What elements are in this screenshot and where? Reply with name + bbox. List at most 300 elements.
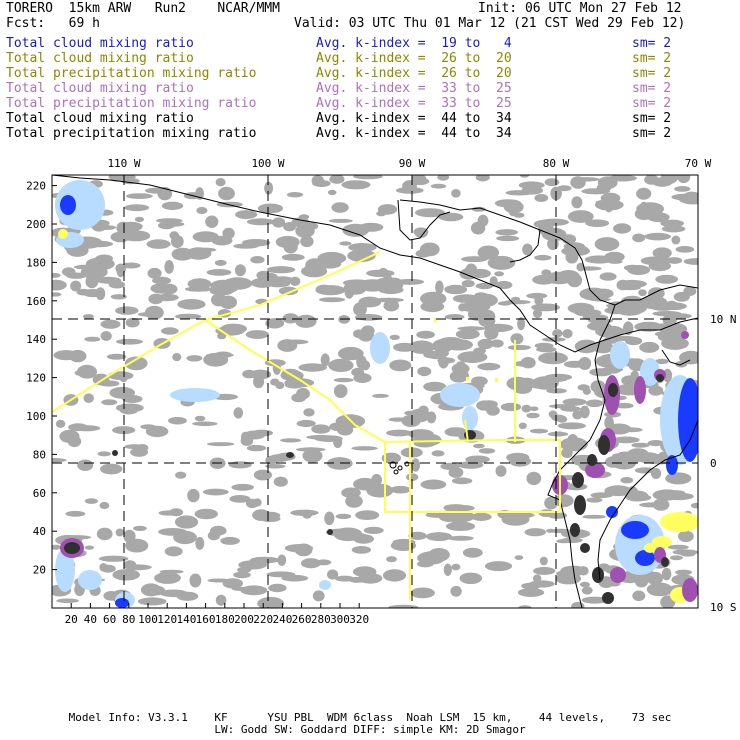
cloud-cell (116, 404, 144, 413)
cloud-cell (205, 216, 218, 228)
cloud-cell (463, 548, 483, 558)
legend-index: Avg. k-index = 26 to 20 (316, 51, 512, 66)
legend-name: Total precipitation mixing ratio (6, 126, 257, 141)
cloud-cell (420, 292, 446, 306)
map-field-layer (40, 171, 708, 612)
cloud-cell (359, 223, 384, 232)
cloud-cell (491, 340, 504, 348)
cloud-cell (163, 222, 184, 227)
cloud-cell (563, 398, 587, 405)
cloud-cell (478, 215, 489, 227)
longitude-label: 110 W (107, 157, 141, 170)
cloud-cell (519, 423, 527, 430)
legend-index: Avg. k-index = 33 to 25 (316, 96, 512, 111)
cloud-cell (564, 242, 585, 251)
cloud-cell (675, 570, 692, 576)
cloud-cell (386, 430, 412, 437)
cloud-cell (572, 177, 600, 181)
latitude-label: 10 S (710, 601, 737, 614)
cloud-cell (595, 237, 620, 251)
cloud-cell (152, 277, 171, 285)
cloud-cell (474, 292, 487, 298)
cloud-cell (296, 388, 310, 400)
cloud-cell (632, 591, 645, 602)
cloud-cell (246, 499, 259, 508)
cloud-cell (56, 420, 65, 428)
cloud-cell (287, 192, 303, 197)
y-tick-label: 60 (32, 486, 46, 500)
cloud-cell (101, 331, 112, 341)
x-tick-label: 300 (330, 613, 350, 626)
cloud-cell (421, 480, 447, 490)
cloud-cell (591, 492, 613, 498)
cloud-cell (250, 557, 280, 564)
x-tick-label: 80 (122, 613, 136, 626)
cloud-cell (477, 363, 500, 371)
cloud-cell (312, 180, 330, 187)
cloud-cell (195, 416, 206, 422)
x-tick-label: 200 (234, 613, 254, 626)
cloud-cell (100, 464, 122, 475)
cloud-cell (530, 429, 548, 434)
cloud-cell (216, 178, 226, 186)
cloud-cell (638, 289, 647, 296)
x-tick-label: 160 (195, 613, 216, 626)
cloud-cell (375, 280, 384, 289)
cloud-cell (625, 337, 642, 345)
cloud-cell (540, 557, 548, 566)
cloud-cell (158, 528, 187, 536)
cloud-cell (501, 403, 521, 411)
cloud-cell (532, 376, 559, 389)
cloud-cell (311, 424, 330, 433)
cloud-cell (420, 243, 440, 257)
cloud-cell (682, 192, 701, 204)
cloud-cell (297, 420, 316, 427)
cloud-cell (147, 239, 171, 249)
cloud-cell (575, 361, 587, 366)
forecast-hour: Fcst: 69 h (6, 16, 100, 31)
cloud-cell (572, 410, 582, 419)
cloud-cell (95, 254, 113, 262)
cloud-cell (138, 597, 167, 605)
cloud-cell (444, 564, 452, 576)
cloud-cell (664, 493, 694, 500)
cloud-cell (115, 306, 138, 314)
cloud-cell (534, 255, 551, 261)
cloud-cell (220, 537, 240, 545)
valid-time: Valid: 03 UTC Thu 01 Mar 12 (21 CST Wed 29 Feb 12) (294, 16, 686, 31)
cloud-cell (408, 532, 427, 540)
cloud-cell (316, 559, 331, 565)
cloud-cell (672, 236, 681, 245)
cloud-cell (154, 572, 181, 584)
latitude-label: 10 N (710, 313, 737, 326)
cloud-cell (533, 574, 541, 582)
cloud-cell (98, 451, 111, 456)
cloud-cell (219, 296, 237, 309)
cloud-cell (193, 248, 216, 252)
cloud-cell (148, 294, 163, 305)
cloud-cell (386, 556, 397, 562)
cloud-cell (644, 175, 658, 185)
cloud-cell (277, 339, 297, 352)
cloud-cell (655, 275, 678, 284)
x-tick-label: 120 (157, 613, 178, 626)
cloud-cell (210, 526, 227, 536)
cloud-cell (124, 560, 137, 569)
cloud-cell (504, 201, 524, 214)
x-tick-label: 100 (138, 613, 158, 626)
cloud-cell (247, 218, 275, 225)
cloud-cell (567, 434, 578, 447)
cloud-cell (339, 241, 351, 245)
cloud-cell (465, 456, 490, 464)
legend-name: Total precipitation mixing ratio (6, 66, 257, 81)
cloud-cell (250, 256, 264, 263)
cloud-cell (389, 360, 411, 372)
x-tick-label: 60 (102, 613, 117, 626)
cloud-cell (353, 373, 371, 383)
cloud-cell (133, 526, 147, 531)
cloud-cell (432, 339, 453, 353)
cloud-cell (56, 599, 79, 604)
cloud-cell (494, 271, 504, 276)
cloud-cell (556, 539, 571, 543)
y-tick-label: 120 (26, 371, 46, 385)
y-tick-label: 100 (26, 410, 46, 423)
cloud-cell (535, 343, 554, 349)
legend-index: Avg. k-index = 33 to 25 (316, 81, 512, 96)
cloud-cell (479, 448, 495, 454)
cloud-cell (160, 570, 184, 574)
cloud-cell (304, 223, 318, 230)
cloud-cell (215, 260, 227, 266)
cloud-cell (331, 202, 348, 213)
cloud-cell (254, 470, 272, 481)
cloud-cell (374, 298, 404, 303)
cloud-cell (77, 365, 97, 379)
longitude-label: 90 W (398, 157, 426, 170)
cloud-cell (195, 537, 204, 550)
legend-index: Avg. k-index = 26 to 20 (316, 66, 512, 81)
cloud-cell (150, 283, 173, 293)
cloud-cell (582, 515, 606, 519)
cloud-cell (557, 185, 572, 191)
cloud-cell (198, 252, 207, 259)
cloud-cell (275, 382, 284, 389)
legend-index: Avg. k-index = 44 to 34 (316, 126, 512, 141)
cloud-cell (164, 260, 174, 274)
cloud-cell (272, 217, 285, 227)
cloud-cell (130, 448, 148, 457)
cloud-cell (418, 588, 430, 596)
cloud-cell (333, 437, 342, 448)
cloud-cell (438, 356, 448, 368)
cloud-cell (327, 569, 338, 579)
cloud-cell (676, 246, 695, 253)
latitude-label: 0 (710, 457, 717, 470)
cloud-cell (582, 586, 593, 594)
cloud-cell (266, 280, 290, 287)
cloud-cell (651, 468, 661, 479)
cloud-cell (285, 381, 304, 388)
cloud-cell (684, 258, 708, 265)
cloud-cell (240, 210, 252, 219)
cloud-cell (319, 297, 345, 302)
cloud-cell (546, 529, 555, 533)
cloud-cell (508, 345, 531, 350)
legend-name: Total cloud mixing ratio (6, 111, 194, 126)
cloud-cell (417, 551, 445, 564)
cloud-cell (581, 188, 610, 194)
cloud-cell (632, 234, 645, 243)
cloud-cell (571, 196, 582, 208)
cloud-cell (372, 394, 389, 398)
cloud-cell (445, 427, 468, 436)
x-tick-label: 240 (272, 613, 293, 626)
cloud-cell (172, 353, 181, 361)
cloud-cell (507, 377, 529, 390)
cloud-cell (175, 472, 186, 479)
cloud-cell (83, 314, 94, 319)
cloud-cell (668, 478, 679, 483)
cloud-cell (168, 417, 187, 425)
cloud-cell (172, 248, 194, 261)
cloud-cell (473, 348, 486, 355)
cloud-cell (50, 545, 61, 550)
cloud-cell (514, 361, 534, 367)
cloud-cell (207, 579, 230, 583)
cloud-cell (639, 342, 659, 353)
cloud-cell (99, 563, 107, 572)
cloud-cell (341, 488, 361, 499)
cloud-cell (498, 301, 511, 305)
cloud-cell (45, 280, 67, 291)
cloud-cell (484, 324, 513, 332)
cloud-cell (547, 238, 559, 251)
cloud-cell (508, 512, 534, 518)
cloud-cell (119, 222, 143, 232)
cloud-cell (68, 436, 82, 447)
legend-name: Total cloud mixing ratio (6, 81, 194, 96)
cloud-cell (390, 486, 411, 494)
cloud-cell (324, 512, 334, 526)
cloud-cell (526, 413, 539, 419)
cloud-cell (274, 477, 288, 487)
x-tick-label: 260 (291, 613, 312, 626)
cloud-cell (231, 484, 254, 491)
cloud-cell (495, 229, 518, 235)
cloud-cell (674, 186, 690, 192)
cloud-cell (568, 210, 594, 223)
cloud-cell (77, 460, 93, 471)
cloud-cell (647, 583, 673, 597)
cloud-cell (522, 405, 532, 413)
cloud-cell (355, 510, 379, 520)
cloud-cell (545, 178, 560, 186)
cloud-cell (222, 228, 234, 239)
cloud-cell (77, 289, 91, 296)
cloud-cell (555, 431, 563, 436)
cloud-cell (235, 264, 246, 276)
cloud-cell (264, 182, 273, 195)
cloud-cell (135, 217, 144, 222)
cloud-cell (100, 502, 110, 509)
x-tick-label: 40 (83, 613, 98, 626)
legend-sm: sm= 2 (632, 51, 672, 66)
cloud-cell (85, 546, 94, 550)
cloud-cell (108, 371, 134, 380)
cloud-cell (641, 257, 666, 266)
cloud-cell (345, 285, 355, 299)
y-tick-label: 220 (26, 179, 46, 193)
cloud-cell (670, 555, 683, 560)
cloud-cell (353, 302, 367, 316)
cloud-cell (85, 498, 98, 504)
cloud-cell (648, 386, 663, 396)
x-tick-label: 320 (349, 613, 370, 626)
cloud-cell (460, 573, 483, 584)
cloud-cell (411, 174, 426, 183)
cloud-cell (93, 225, 106, 232)
cloud-cell (644, 233, 671, 241)
cloud-cell (72, 425, 100, 431)
cloud-cell (653, 499, 670, 511)
cloud-cell (267, 266, 295, 273)
cloud-cell (383, 274, 392, 284)
cloud-cell (109, 281, 125, 289)
cloud-cell (251, 430, 273, 437)
cloud-cell (203, 489, 229, 496)
cloud-cell (451, 564, 460, 571)
cloud-cell (390, 335, 400, 340)
cloud-cell (364, 527, 384, 534)
cloud-cell (335, 576, 355, 582)
cloud-cell (177, 299, 205, 310)
cloud-cell (416, 331, 435, 339)
cloud-cell (662, 568, 672, 581)
cloud-cell (53, 350, 78, 360)
x-tick-label: 140 (176, 613, 197, 626)
cloud-cell (462, 280, 475, 287)
cloud-cell (193, 231, 219, 242)
cloud-cell (532, 275, 555, 285)
cloud-cell (613, 223, 631, 233)
cloud-cell (496, 281, 513, 289)
cloud-cell (207, 269, 232, 276)
cloud-cell (116, 529, 124, 537)
cloud-cell (241, 432, 250, 443)
cloud-cell (450, 586, 461, 597)
y-tick-label: 200 (26, 218, 46, 231)
cloud-cell (232, 587, 253, 591)
legend-sm: sm= 2 (632, 66, 672, 81)
cloud-cell (667, 257, 683, 264)
legend-sm: sm= 2 (632, 96, 672, 111)
cloud-cell (635, 577, 648, 588)
cloud-cell (328, 190, 337, 195)
cloud-cell (574, 309, 601, 317)
cloud-cell (101, 320, 121, 329)
legend-name: Total cloud mixing ratio (6, 36, 194, 51)
cloud-cell (432, 450, 445, 456)
cloud-cell (608, 260, 623, 264)
cloud-cell (631, 443, 649, 448)
x-tick-label: 280 (310, 613, 331, 626)
model-info-line2: LW: Godd SW: Goddard DIFF: simple KM: 2D Smagor (214, 723, 526, 736)
model-info-line1: Model Info: V3.3.1 KF YSU PBL WDM 6class Noah LSM 15 km, 44 levels, 73 sec (68, 711, 672, 724)
cloud-cell (674, 292, 690, 302)
cloud-cell (534, 194, 548, 202)
cloud-cell (562, 329, 572, 338)
cloud-cell (295, 315, 316, 328)
cloud-cell (282, 575, 309, 582)
cloud-cell (195, 509, 218, 520)
cloud-cell (49, 273, 61, 278)
cloud-cell (526, 472, 541, 485)
cloud-cell (389, 605, 419, 610)
cloud-cell (352, 546, 371, 554)
cloud-cell (660, 220, 684, 228)
cloud-cell (455, 513, 463, 522)
cloud-cell (510, 333, 523, 344)
cloud-cell (358, 573, 382, 584)
cloud-cell (485, 561, 512, 571)
longitude-label: 70 W (684, 157, 712, 170)
cloud-cell (586, 400, 604, 408)
cloud-cell (246, 330, 269, 339)
y-tick-label: 20 (32, 563, 46, 577)
cloud-cell (300, 236, 313, 247)
cloud-cell (525, 528, 546, 536)
cloud-cell (353, 329, 365, 338)
cloud-cell (538, 352, 568, 364)
cloud-cell (620, 477, 633, 483)
cloud-cell (449, 467, 464, 478)
cloud-cell (171, 235, 184, 248)
cloud-cell (97, 528, 113, 541)
cloud-cell (187, 489, 199, 502)
cloud-cell (342, 180, 371, 189)
cloud-cell (691, 503, 703, 509)
cloud-cell (65, 511, 85, 517)
x-tick-label: 20 (64, 613, 78, 626)
cloud-cell (188, 278, 212, 289)
cloud-cell (680, 551, 695, 556)
cloud-cell (522, 187, 544, 195)
cloud-cell (561, 448, 573, 458)
cloud-cell (336, 514, 352, 519)
cloud-cell (306, 435, 334, 440)
cloud-cell (334, 384, 348, 398)
cloud-cell (295, 544, 313, 557)
cloud-cell (48, 292, 61, 296)
legend-index: Avg. k-index = 19 to 4 (316, 36, 512, 51)
cloud-cell (353, 534, 374, 543)
cloud-cell (571, 602, 584, 611)
cloud-cell (101, 399, 117, 405)
cloud-cell (107, 354, 126, 360)
cloud-cell (234, 407, 244, 418)
cloud-cell (305, 258, 324, 272)
cloud-cell (122, 395, 142, 403)
cloud-cell (648, 440, 665, 446)
cloud-cell (165, 546, 183, 556)
cloud-cell (159, 510, 179, 515)
x-tick-label: 180 (214, 613, 235, 626)
cloud-cell (207, 442, 235, 446)
